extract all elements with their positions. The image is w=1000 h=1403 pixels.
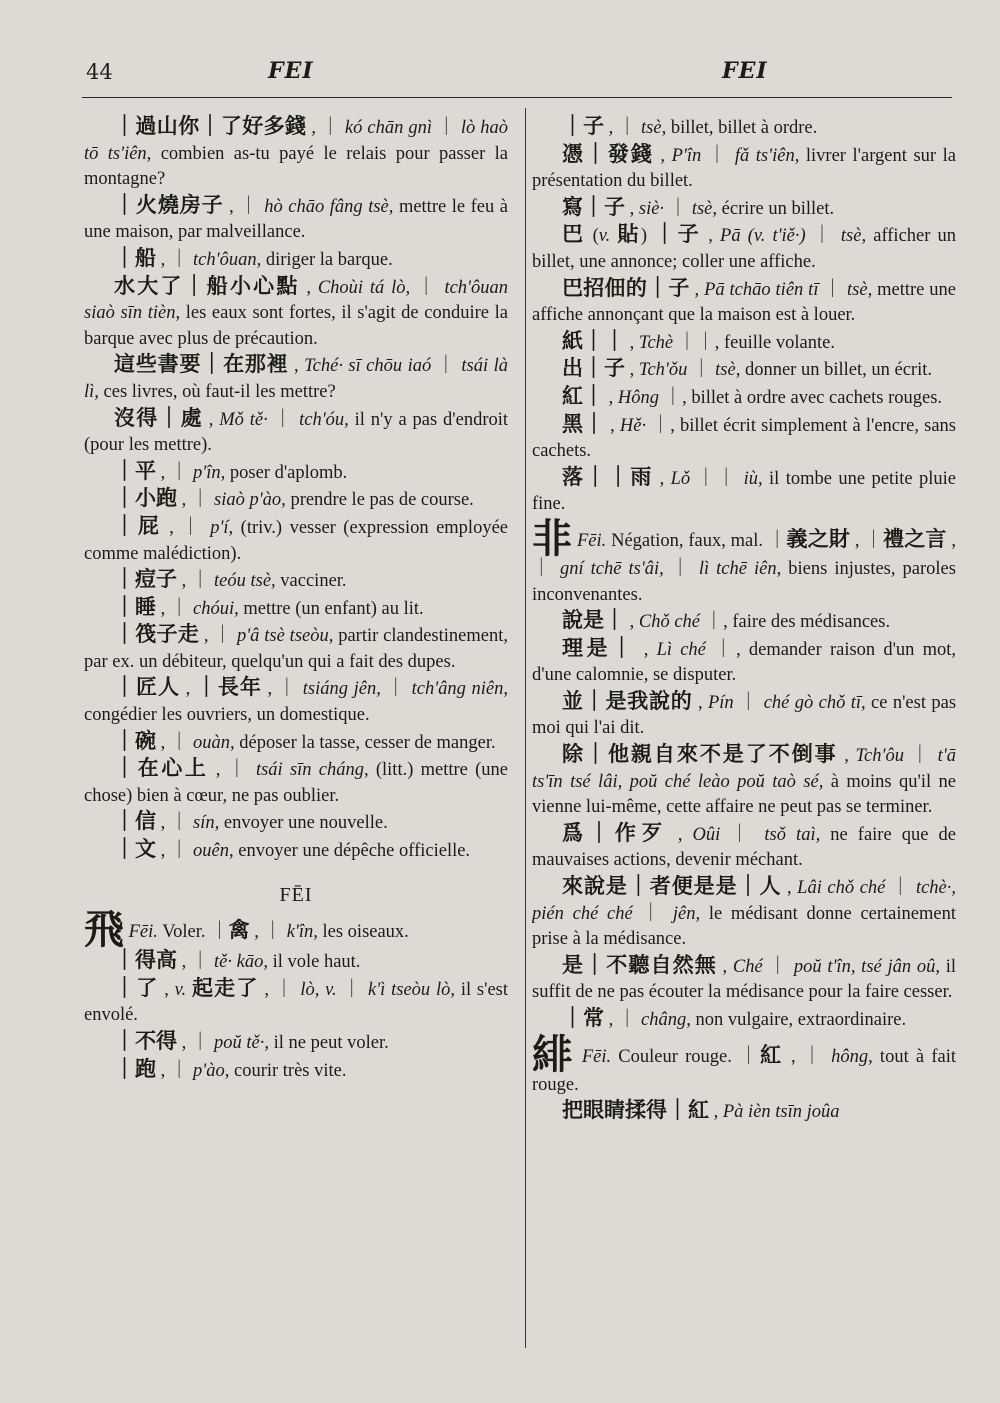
definition-text: , ｜ — [249, 922, 287, 943]
definition-text: ne faire que de mauvaises actions, devenir méchant. — [532, 824, 956, 871]
chinese-text: ｜在心上 — [114, 756, 209, 781]
chinese-text: 巴招佃的｜子 — [562, 275, 690, 300]
headword-character: 緋 — [532, 1031, 575, 1078]
definition-text: , — [837, 746, 856, 767]
definition-text: , — [709, 1102, 723, 1123]
dictionary-entry — [532, 1006, 956, 1034]
definition-text: envoyer une nouvelle. — [219, 813, 388, 834]
definition-text: ｜ — [733, 692, 764, 713]
chinese-text: 並｜是我說的 — [562, 688, 693, 713]
chinese-text: 落｜｜雨 — [562, 464, 654, 489]
romanization: v. — [174, 979, 187, 1000]
definition-text: , ｜ — [198, 626, 237, 647]
dictionary-entry — [532, 874, 956, 953]
romanization: tě· kāo, — [214, 952, 268, 973]
definition-text: (triv.) vesser (expression employée comme malédiction). — [84, 517, 508, 564]
romanization: v. — [598, 226, 611, 247]
dictionary-entry — [532, 1098, 956, 1126]
chinese-text: ｜船 — [114, 245, 156, 270]
definition-text: il n'y a pas d'endroit (pour les mettre). — [84, 409, 508, 456]
running-head-right: FEI — [722, 58, 768, 84]
definition-text: ｜ — [267, 409, 300, 430]
definition-text: ｜｜, feuille volante. — [673, 332, 835, 353]
chinese-text: 出｜子 — [562, 356, 625, 381]
chinese-text: 憑｜發錢 — [562, 141, 654, 166]
romanization: tch'âng niên, — [411, 679, 508, 700]
dictionary-entry — [532, 142, 956, 195]
dictionary-entry — [532, 1031, 956, 1099]
chinese-text: ｜長年 — [195, 675, 262, 700]
romanization: tch'ôuan siaò sīn tièn, — [84, 277, 508, 324]
definition-text: biens injustes, paroles inconvenantes. — [532, 558, 956, 605]
chinese-text: 禽 — [228, 918, 250, 943]
romanization: Pà ièn tsīn joûa — [722, 1102, 840, 1123]
dictionary-entry — [532, 412, 956, 465]
chinese-text: ｜文 — [114, 837, 156, 862]
chinese-text: ｜跑 — [114, 1056, 156, 1081]
definition-text: il vole haut. — [267, 952, 361, 973]
chinese-text: 沒得｜處 — [114, 405, 203, 430]
chinese-text: 紅 — [760, 1042, 784, 1067]
romanization: Fēi. — [577, 530, 607, 551]
romanization: k'ì tseòu lò, — [367, 979, 455, 1000]
definition-text: , — [202, 409, 220, 430]
definition-text: , ｜ — [156, 841, 194, 862]
romanization: lò haò tō ts'iên, — [84, 118, 508, 164]
dictionary-entry — [84, 406, 508, 459]
romanization: hông, — [831, 1046, 873, 1067]
romanization: k'în, — [286, 922, 318, 943]
dictionary-entry — [84, 622, 508, 675]
dictionary-entry — [532, 276, 956, 329]
chinese-text: 紙｜｜ — [562, 328, 625, 353]
definition-text: ) — [640, 226, 655, 247]
definition-text: , ｜ — [156, 813, 194, 834]
definition-text: les oiseaux. — [317, 922, 409, 943]
definition-text: congédier les ouvriers, un domestique. — [84, 705, 370, 726]
chinese-text: 黑｜ — [562, 411, 605, 436]
definition-text: ｜ — [885, 878, 916, 899]
romanization: ché gò chǒ tī, — [763, 692, 866, 713]
definition-text: , — [653, 468, 671, 489]
romanization: Tchè — [638, 332, 674, 353]
dictionary-entry — [532, 356, 956, 384]
definition-text: ces livres, où faut-il les mettre? — [98, 381, 336, 402]
definition-text: Couleur rouge. ｜ — [611, 1046, 761, 1067]
chinese-text: ｜匠人 — [114, 675, 180, 700]
definition-text: ｜ — [818, 279, 848, 300]
definition-text: ｜ — [632, 903, 673, 924]
romanization: tsè, — [641, 118, 667, 138]
chinese-text: 把眼睛揉得｜紅 — [562, 1098, 709, 1123]
definition-text: , ｜ — [156, 1060, 194, 1081]
romanization: gní tchē ts'âi, — [559, 558, 664, 579]
romanization: P'în — [671, 145, 702, 166]
definition-text: billet, billet à ordre. — [666, 118, 818, 138]
dictionary-entry — [84, 756, 508, 809]
definition-text: ce n'est pas moi qui l'ai dit. — [532, 692, 956, 739]
romanization: p'í, — [210, 517, 234, 538]
chinese-text: ｜睡 — [114, 594, 156, 619]
romanization: p'ào, — [193, 1060, 230, 1081]
chinese-text: ｜不得 — [114, 1029, 177, 1053]
right-main-entries — [532, 515, 956, 1126]
definition-text: ｜ — [762, 956, 794, 977]
definition-text: , ｜ — [261, 679, 303, 700]
dictionary-entry — [84, 948, 508, 976]
definition-text: ｜ — [805, 226, 841, 247]
definition-text: ｜ — [336, 979, 368, 1000]
definition-text: ｜, demander raison d'un mot, d'une calomnie, se disputer. — [532, 639, 956, 686]
definition-text: poser d'aplomb. — [225, 462, 348, 483]
dictionary-entry — [84, 114, 508, 193]
romanization: Hě· — [619, 415, 647, 436]
definition-text: afficher un billet, une annonce; coller une affiche. — [532, 226, 956, 272]
definition-text: , — [635, 639, 657, 660]
right-entries — [532, 114, 956, 518]
definition-text: il suffit de ne pas écouter la médisance pour la faire cesser. — [532, 956, 956, 1003]
chinese-text: 除｜他親自來不是了不倒事 — [562, 742, 838, 767]
definition-text: , — [179, 679, 196, 700]
definition-text: livrer l'argent sur la présentation du billet. — [532, 145, 956, 192]
definition-text: , ｜ — [208, 760, 256, 781]
dictionary-entry — [532, 465, 956, 518]
dictionary-entry — [84, 274, 508, 353]
chinese-text: ｜常 — [562, 1006, 604, 1030]
definition-text: mettre une affiche annonçant que la maison est à louer. — [532, 279, 956, 326]
chinese-text: 來說是｜者便是是｜人 — [562, 874, 782, 899]
romanization: tsái sīn cháng, — [255, 760, 369, 781]
definition-text: écrire un billet. — [717, 198, 835, 219]
romanization: p'â tsè tseòu, — [236, 626, 334, 647]
definition-text: mettre (un enfant) au lit. — [238, 598, 424, 619]
romanization: Fēi. — [128, 922, 158, 943]
section-heading: FĒI — [279, 883, 313, 906]
definition-text: , ｜ — [156, 732, 194, 753]
romanization: lò, v. — [300, 979, 337, 1000]
romanization: poŭ tě·, — [214, 1033, 269, 1053]
chinese-text: ｜小跑 — [114, 486, 177, 511]
column-divider — [525, 108, 526, 1348]
romanization: Mǒ tě· — [219, 409, 268, 430]
romanization: tch'óu, — [299, 409, 349, 430]
chinese-text: 寫｜子 — [562, 194, 625, 219]
dictionary-entry — [84, 352, 508, 405]
chinese-text: 理是｜ — [562, 635, 636, 660]
dictionary-entry — [532, 636, 956, 689]
chinese-text: 說是｜ — [562, 608, 625, 633]
definition-text: courir très vite. — [229, 1060, 347, 1081]
dictionary-entry — [84, 976, 508, 1029]
definition-text: ｜ — [431, 356, 462, 377]
definition-text: , — [625, 612, 639, 633]
romanization: siaò p'ào, — [214, 490, 286, 511]
romanization: kó chān gnì — [344, 118, 432, 138]
definition-text: , — [716, 956, 733, 977]
chinese-text: ｜平 — [114, 458, 156, 483]
definition-text: ｜ — [410, 277, 445, 298]
definition-text: à moins qu'il ne vienne lui-même, cette affaire ne peut pas se terminer. — [532, 771, 956, 818]
definition-text: ｜, faire des médisances. — [700, 612, 891, 633]
definition-text: non vulgaire, extraordinaire. — [690, 1010, 907, 1030]
chinese-text: ｜痘子 — [114, 567, 177, 592]
romanization: Ché — [732, 956, 763, 977]
romanization: p'în, — [193, 462, 226, 483]
chinese-text: ｜得高 — [114, 948, 177, 973]
chinese-text: 起走了 — [191, 975, 259, 1000]
romanization: tsái là lì, — [84, 356, 508, 402]
definition-text: , — [689, 279, 705, 300]
romanization: Fēi. — [581, 1046, 612, 1067]
romanization: tsè, — [847, 279, 873, 300]
chinese-text: ｜筏子走 — [114, 622, 199, 647]
romanization: Chǒ ché — [638, 612, 701, 633]
definition-text: ｜, billet à ordre avec cachets rouges. — [659, 387, 943, 408]
dictionary-entry — [532, 384, 956, 412]
definition-text: ｜ — [431, 118, 461, 138]
dictionary-entry — [532, 329, 956, 357]
definition-text: mettre le feu à une maison, par malveillance. — [84, 196, 508, 243]
romanization: t'ā ts'īn tsé lâi, poŭ ché leào poŭ taò sé, — [532, 746, 956, 792]
definition-text: , — [288, 356, 305, 377]
definition-text: prendre le pas de course. — [285, 490, 474, 511]
running-head-left: FEI — [268, 58, 314, 84]
dictionary-entry — [84, 514, 508, 567]
romanization: ouên, — [193, 841, 234, 862]
dictionary-entry — [532, 689, 956, 742]
romanization: Lâi chǒ ché — [797, 878, 886, 899]
definition-text: ( — [585, 226, 599, 247]
chinese-text: 貼 — [617, 222, 641, 247]
definition-text: , ｜ — [177, 952, 215, 973]
definition-text: , — [605, 415, 620, 436]
definition-text: il s'est envolé. — [84, 979, 508, 1026]
dictionary-entry — [532, 742, 956, 821]
definition-text: , ｜ — [161, 517, 211, 538]
chinese-text: 爲｜作歹 — [562, 820, 668, 845]
definition-text: donner un billet, un écrit. — [740, 360, 932, 381]
definition-text: , — [667, 824, 693, 845]
romanization: Hông — [617, 387, 659, 408]
romanization: iù, — [743, 468, 763, 489]
romanization: tchè·, pién ché ché — [532, 878, 956, 924]
dictionary-entry — [532, 114, 956, 142]
definition-text: partir clandestinement, par ex. un débiteur, quelqu'un qui a fait des dupes. — [84, 626, 508, 672]
definition-text: ｜｜ — [690, 468, 744, 489]
definition-text: déposer la tasse, cesser de manger. — [234, 732, 496, 753]
definition-text: , ｜ — [783, 1046, 832, 1067]
definition-text: , ｜ — [156, 598, 194, 619]
headword-character: 飛 — [84, 907, 124, 954]
dictionary-entry — [532, 195, 956, 223]
romanization: Pā (v. t'iě·) — [720, 226, 806, 247]
definition-text: (litt.) mettre (une chose) bien à cœur, ne pas oublier. — [84, 760, 508, 806]
romanization: poŭ t'în, tsé jân oû, — [793, 956, 940, 977]
left-entries — [84, 114, 508, 865]
definition-text: , — [299, 277, 318, 298]
romanization: Tch'ǒu — [638, 360, 688, 381]
chinese-text: ｜了 — [114, 975, 159, 1000]
definition-text: le médisant donne certainement prise à la médisance. — [532, 903, 956, 950]
romanization: teóu tsè, — [214, 571, 276, 592]
definition-text: vacciner. — [275, 571, 347, 592]
romanization: hò chāo fâng tsè, — [264, 196, 394, 217]
definition-text: , — [604, 387, 618, 408]
definition-text: , — [701, 226, 721, 247]
dictionary-entry — [84, 837, 508, 865]
chinese-text: ｜信 — [114, 809, 156, 834]
romanization: tsè, — [691, 198, 718, 219]
romanization: Lì ché — [656, 639, 706, 660]
dictionary-entry — [84, 193, 508, 246]
dictionary-entry — [532, 222, 956, 275]
dictionary-entry — [532, 821, 956, 874]
definition-text: combien as-tu payé le relais pour passer la montagne? — [84, 143, 508, 190]
definition-text: , — [692, 692, 708, 713]
definition-text: il tombe une petite pluie fine. — [532, 468, 956, 515]
romanization: Choùi tá lò, — [317, 277, 411, 298]
definition-text: , ｜ — [177, 490, 215, 511]
chinese-text: 水大了｜船小心點 — [114, 273, 300, 298]
headword-character: 非 — [532, 515, 573, 562]
dictionary-entry — [84, 1057, 508, 1085]
definition-text: , ｜ — [156, 249, 194, 270]
header-rule — [82, 97, 952, 98]
chinese-text: ｜過山你｜了好多錢 — [114, 114, 307, 138]
dictionary-entry — [532, 515, 956, 608]
chinese-text: 義之財 — [786, 526, 851, 551]
romanization: tsiáng jên, — [302, 679, 381, 700]
dictionary-entry — [532, 608, 956, 636]
romanization: Tch'ôu — [855, 746, 904, 767]
definition-text: , ｜ — [177, 571, 215, 592]
chinese-text: 這些書要｜在那裡 — [114, 352, 289, 377]
definition-text: , — [653, 145, 672, 166]
left-entries-after-heading — [84, 907, 508, 1084]
dictionary-entry — [84, 595, 508, 623]
chinese-text: 是｜不聽自然無 — [562, 952, 717, 977]
romanization: chóui, — [193, 598, 239, 619]
definition-text: les eaux sont fortes, il s'agit de conduire la barque avec plus de précaution. — [84, 303, 508, 349]
romanization: ouàn, — [193, 732, 235, 753]
romanization: fǎ ts'iên, — [734, 145, 800, 166]
chinese-text: ｜碗 — [114, 728, 156, 753]
dictionary-entry — [84, 675, 508, 728]
romanization: Tché· sī chōu iaó — [304, 356, 432, 377]
definition-text: , ｜ — [306, 118, 345, 138]
definition-text: , ｜ — [156, 462, 194, 483]
chinese-text: ｜子 — [654, 222, 702, 247]
definition-text: , — [158, 979, 175, 1000]
definition-text: , — [625, 332, 639, 353]
definition-text — [575, 1047, 582, 1067]
definition-text: , ｜ — [604, 1010, 642, 1030]
romanization: Oûi — [692, 824, 721, 845]
romanization: Pín — [707, 692, 734, 713]
dictionary-entry — [532, 953, 956, 1006]
chinese-text: ｜子 — [562, 114, 604, 138]
definition-text: envoyer une dépêche officielle. — [233, 841, 471, 862]
definition-text: , — [781, 878, 798, 899]
definition-text: ｜ — [380, 679, 412, 700]
definition-text: tout à fait rouge. — [532, 1046, 956, 1095]
romanization: tsè, — [840, 226, 867, 247]
romanization: lì tchē iên, — [698, 558, 782, 579]
definition-text: Voler. ｜ — [157, 922, 229, 943]
chinese-text: 巴 — [562, 222, 586, 247]
page-number: 44 — [86, 60, 113, 84]
dictionary-entry — [84, 809, 508, 837]
chinese-text: 紅｜ — [562, 383, 604, 408]
definition-text: ｜ — [664, 198, 692, 219]
definition-text: ｜ — [663, 558, 699, 579]
romanization: sín, — [193, 813, 220, 834]
chinese-text: 禮之言 — [883, 526, 947, 551]
romanization: tch'ôuan, — [193, 249, 262, 270]
definition-text: , ｜ — [223, 196, 265, 217]
definition-text: ｜ — [903, 746, 938, 767]
dictionary-entry — [84, 486, 508, 514]
romanization: tsè, — [715, 360, 741, 381]
chinese-text: ｜火燒房子 — [114, 192, 224, 217]
dictionary-entry — [84, 1029, 508, 1057]
definition-text: il ne peut voler. — [269, 1033, 389, 1053]
right-column — [532, 114, 956, 1354]
definition-text: , ｜ — [177, 1033, 215, 1053]
definition-text: , ｜ — [604, 118, 642, 138]
definition-text: ｜ — [720, 824, 765, 845]
definition-text: Négation, faux, mal. ｜ — [606, 530, 787, 551]
romanization: Lǒ — [670, 468, 691, 489]
definition-text: ｜ — [687, 360, 716, 381]
romanization: Pā tchāo tiên tī — [704, 279, 819, 300]
romanization: siè· — [638, 198, 665, 219]
left-column — [84, 114, 508, 1354]
dictionary-entry — [84, 567, 508, 595]
definition-text: , ｜ — [850, 530, 884, 551]
romanization: châng, — [641, 1010, 691, 1030]
definition-text: ｜ — [701, 145, 735, 166]
romanization: jên, — [672, 903, 701, 924]
romanization: tsǒ taì, — [764, 824, 821, 845]
dictionary-entry — [84, 907, 508, 954]
definition-text: diriger la barque. — [261, 249, 393, 270]
definition-text: , ｜ — [532, 530, 956, 579]
dictionary-entry — [84, 729, 508, 757]
definition-text: , — [625, 360, 639, 381]
definition-text: , — [625, 198, 639, 219]
dictionary-entry — [84, 246, 508, 274]
dictionary-entry — [84, 459, 508, 487]
definition-text: ｜, billet écrit simplement à l'encre, sans cachets. — [532, 415, 956, 462]
chinese-text: ｜屁 — [114, 513, 162, 538]
definition-text: , ｜ — [258, 979, 301, 1000]
